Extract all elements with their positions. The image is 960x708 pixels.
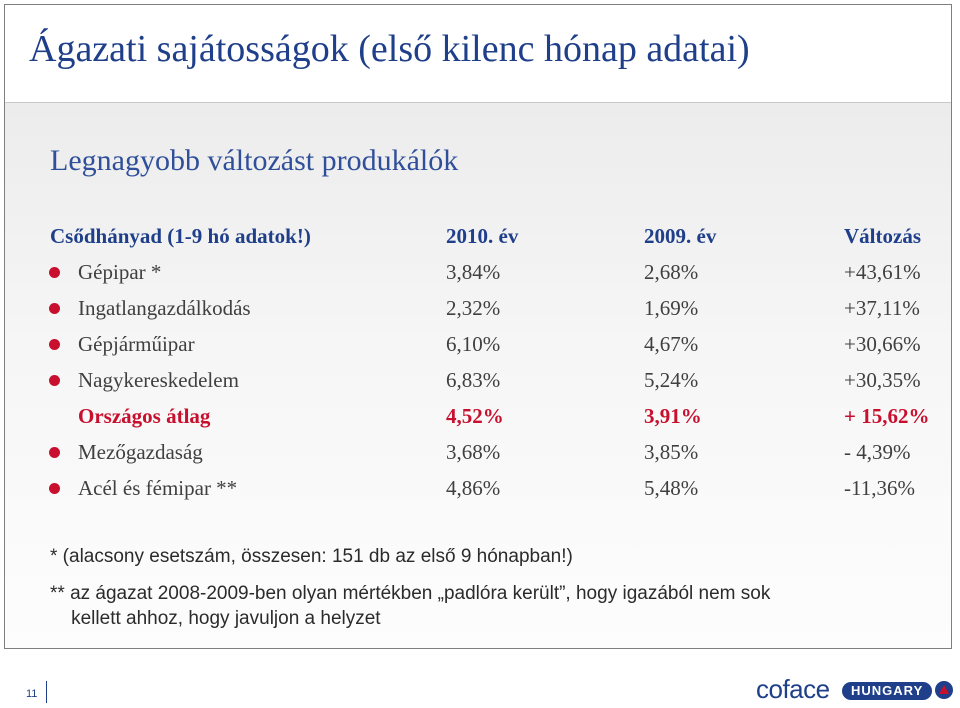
row-2010: 4,52% xyxy=(446,404,504,428)
header-change: Változás xyxy=(844,224,921,248)
row-2009: 3,85% xyxy=(644,440,699,464)
title-band xyxy=(5,5,951,103)
row-label: Mezőgazdaság xyxy=(78,440,203,464)
row-label: Acél és fémipar ** xyxy=(78,476,238,500)
row-label: Gépipar * xyxy=(78,260,162,284)
bullet-icon xyxy=(49,447,60,458)
row-label: Gépjárműipar xyxy=(78,332,195,356)
logo-badge: HUNGARY xyxy=(842,682,932,700)
row-2009: 5,48% xyxy=(644,476,699,500)
row-2010: 2,32% xyxy=(446,296,501,320)
row-2010: 6,83% xyxy=(446,368,501,392)
row-2009: 1,69% xyxy=(644,296,699,320)
bullet-icon xyxy=(49,375,60,386)
header-2009: 2009. év xyxy=(644,224,717,248)
slide-title: Ágazati sajátosságok (első kilenc hónap adatai) xyxy=(29,28,750,70)
page-number: 11 xyxy=(26,688,38,700)
page-number-divider xyxy=(46,681,47,703)
coface-logo xyxy=(756,674,956,706)
row-2010: 3,84% xyxy=(446,260,501,284)
row-2010: 3,68% xyxy=(446,440,501,464)
table-row xyxy=(0,437,960,467)
row-label: Ingatlangazdálkodás xyxy=(78,296,251,320)
row-change: - 4,39% xyxy=(844,440,911,464)
row-change: +30,35% xyxy=(844,368,921,392)
row-change: -11,36% xyxy=(844,476,915,500)
row-change: +37,11% xyxy=(844,296,920,320)
slide-subtitle: Legnagyobb változást produkálók xyxy=(50,144,459,177)
table-row xyxy=(0,473,960,503)
row-2010: 4,86% xyxy=(446,476,501,500)
row-2009: 5,24% xyxy=(644,368,699,392)
table-row xyxy=(0,257,960,287)
bullet-icon xyxy=(49,267,60,278)
table-row-national-average xyxy=(0,401,960,431)
row-change: +43,61% xyxy=(844,260,921,284)
row-change: + 15,62% xyxy=(844,404,930,428)
row-2009: 3,91% xyxy=(644,404,702,428)
logo-emblem-icon xyxy=(934,680,954,700)
bullet-icon xyxy=(49,303,60,314)
row-label: Országos átlag xyxy=(78,404,211,428)
table-row xyxy=(0,329,960,359)
logo-wordmark: coface xyxy=(756,674,830,704)
row-2010: 6,10% xyxy=(446,332,501,356)
row-label: Nagykereskedelem xyxy=(78,368,239,392)
bullet-icon xyxy=(49,339,60,350)
row-2009: 2,68% xyxy=(644,260,699,284)
table-row xyxy=(0,365,960,395)
bullet-icon xyxy=(49,483,60,494)
footnote-1: * (alacsony esetszám, összesen: 151 db az első 9 hónapban!) xyxy=(50,546,573,567)
header-category: Csődhányad (1-9 hó adatok!) xyxy=(50,224,311,248)
header-2010: 2010. év xyxy=(446,224,519,248)
footnote-2-line-1: ** az ágazat 2008-2009-ben olyan mértékben „padlóra került”, hogy igazából nem sok xyxy=(50,583,771,604)
row-change: +30,66% xyxy=(844,332,921,356)
table-row xyxy=(0,293,960,323)
row-2009: 4,67% xyxy=(644,332,699,356)
footnote-2-line-2: kellett ahhoz, hogy javuljon a helyzet xyxy=(50,608,381,629)
table-header xyxy=(0,221,960,251)
